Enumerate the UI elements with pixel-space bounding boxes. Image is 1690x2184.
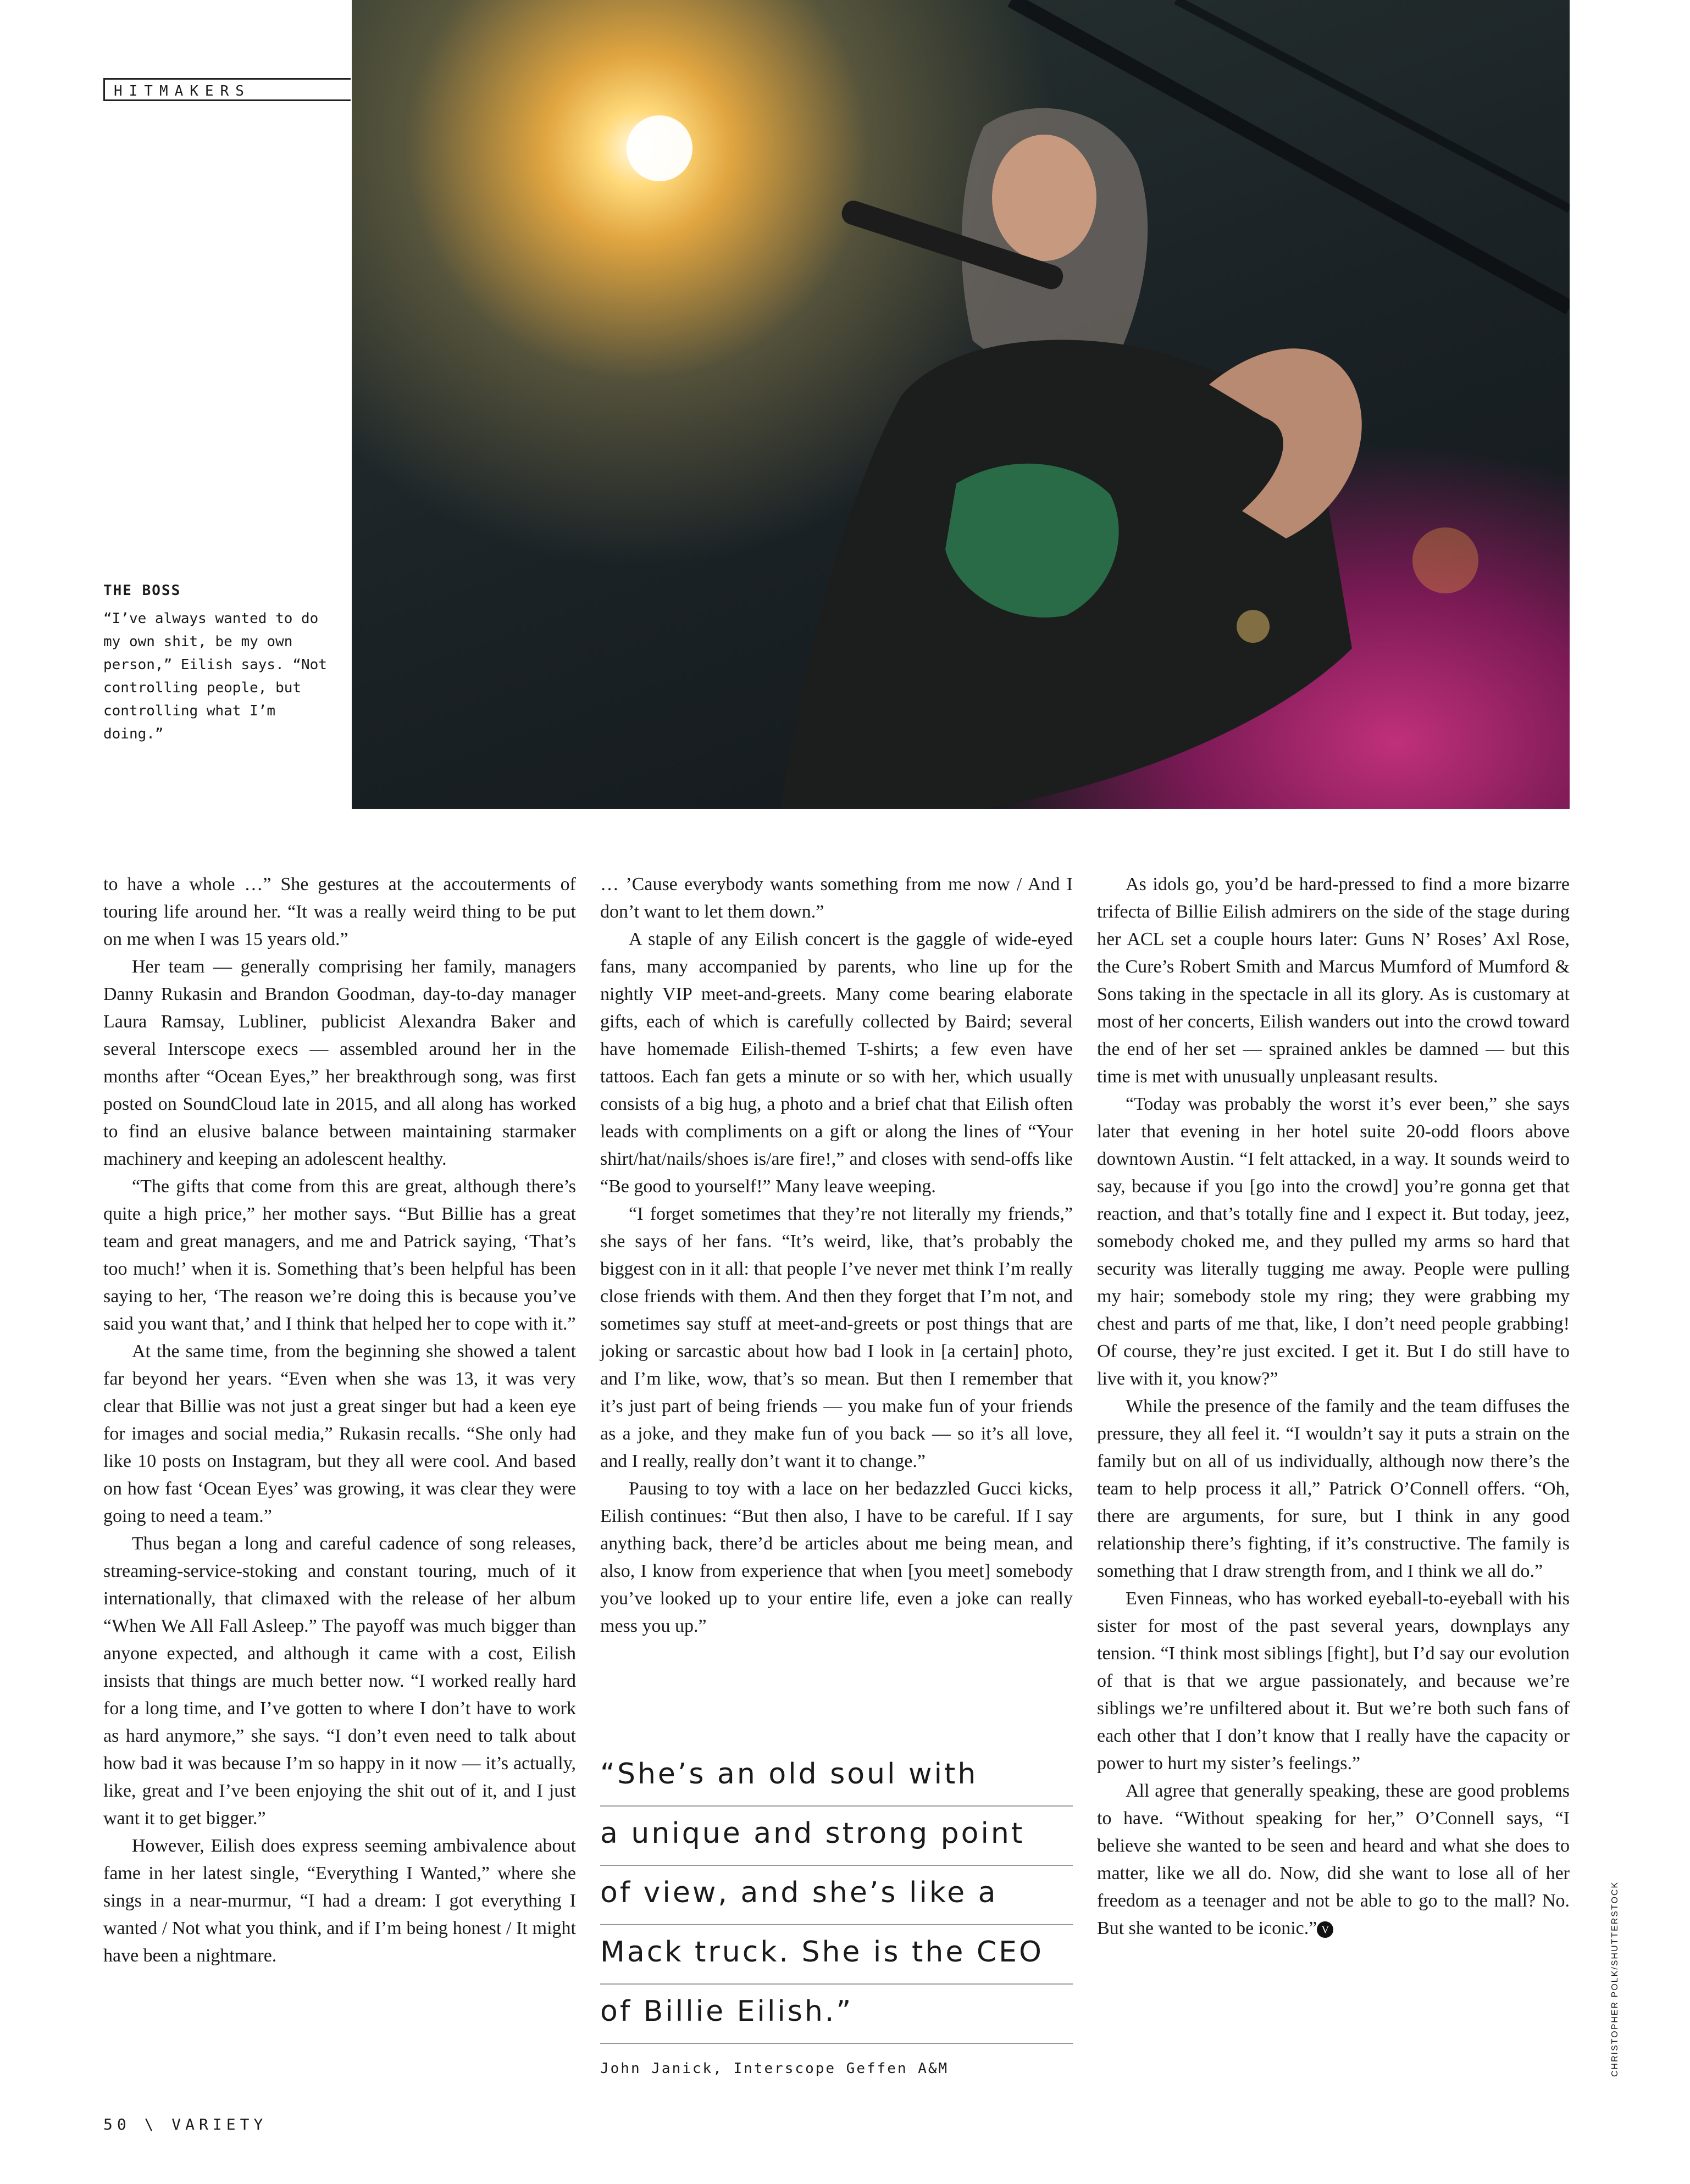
photo-credit: CHRISTOPHER POLK/SHUTTERSTOCK xyxy=(1610,1881,1620,2077)
end-mark-icon: V xyxy=(1317,1921,1333,1938)
paragraph: However, Eilish does express seeming ambivalence about fame in her latest single, “Everything I Wanted,” where she sings in a near-murmur, “I had a dream: I got everything I wanted / Not what you think, and if I’m being honest / It might have been a nightmare. xyxy=(103,1836,576,1966)
folio xyxy=(103,2115,267,2133)
pull-quote-credit: John Janick, Interscope Geffen A&M xyxy=(600,2060,949,2077)
performer-illustration xyxy=(352,0,1570,809)
article-column-1 xyxy=(103,871,576,1970)
pull-quote-line: of Billie Eilish.” xyxy=(600,1985,1073,2044)
pull-quote-line: of view, and she’s like a xyxy=(600,1866,1073,1925)
publication-name: VARIETY xyxy=(171,2115,268,2133)
caption-text: “I’ve always wanted to do my own shit, be my own person,” Eilish says. “Not controlling people, but controlling what I’m doing.” xyxy=(103,610,327,742)
pull-quote-line: a unique and strong point xyxy=(600,1807,1073,1866)
paragraph: Thus began a long and careful cadence of song releases, streaming-service-stoking and constant touring, much of it internationally, that climaxed with the release of her album “When We All Fall Asleep.” The payoff was much bigger than anyone expected, and although it came with a cost, Eilish insists that things are much better now. “I worked really hard for a long time, and I’ve gotten to where I don’t have to work as hard anymore,” she says. “I don’t even need to talk about how bad it was because I’m so happy in it now — it’s actually, like, great and I’ve been enjoying the shit out of it, and I just want it to get bigger.” xyxy=(103,1533,576,1829)
paragraph: to have a whole …” She gestures at the accouterments of touring life around her. “It was a really weird thing to be put on me when I was 15 years old.” xyxy=(103,874,576,949)
paragraph: A staple of any Eilish concert is the gaggle of wide-eyed fans, many accompanied by parents, who line up for the nightly VIP meet-and-greets. Many come bearing elaborate gifts, each of which is carefully collected by Baird; several have homemade Eilish-themed T-shirts; a few even have tattoos. Each fan gets a minute or so with her, which usually consists of a big hug, a photo and a brief chat that Eilish often leads with compliments on a gift or along the lines of “Your shirt/hat/nails/shoes is/are fire!,” and closes with send-offs like “Be good to yourself!” Many leave weeping. xyxy=(600,929,1073,1197)
paragraph: “The gifts that come from this are great, although there’s quite a high price,” her mother says. “But Billie has a great team and great managers, and me and Patrick saying, ‘That’s too much!’ when it is. Something that’s been helpful has been saying to her, ‘The reason we’re doing this is because you’ve said you want that,’ and I think that helped her to cope with it.” xyxy=(103,1176,576,1334)
folio-separator: \ xyxy=(144,2115,158,2133)
page-number: 50 xyxy=(103,2115,131,2133)
pull-quote xyxy=(600,1747,1073,2044)
pull-quote-line: “She’s an old soul with xyxy=(600,1747,1073,1807)
pull-quote-line: Mack truck. She is the CEO xyxy=(600,1925,1073,1985)
paragraph: … ’Cause everybody wants something from me now / And I don’t want to let them down.” xyxy=(600,874,1073,922)
paragraph: At the same time, from the beginning she showed a talent far beyond her years. “Even when she was 13, it was very clear that Billie was not just a great singer but had a keen eye for images and social media,” Rukasin recalls. “She only had like 10 posts on Instagram, but they all were cool. And based on how fast ‘Ocean Eyes’ was growing, it was clear they were going to need a team.” xyxy=(103,1341,576,1526)
article-column-3 xyxy=(1097,871,1570,1942)
paragraph: Her team — generally comprising her family, managers Danny Rukasin and Brandon Goodman, day-to-day manager Laura Ramsay, Lubliner, publicist Alexandra Baker and several Interscope execs — assembled around her in the months after “Ocean Eyes,” her breakthrough song, was first posted on SoundCloud late in 2015, and all along has worked to find an elusive balance between maintaining starmaker machinery and keeping an adolescent healthy. xyxy=(103,957,576,1169)
paragraph: As idols go, you’d be hard-pressed to find a more bizarre trifecta of Billie Eilish admirers on the side of the stage during her ACL set a couple hours later: Guns N’ Roses’ Axl Rose, the Cure’s Robert Smith and Marcus Mumford of Mumford & Sons taking in the spectacle in all its glory. As is customary at most of her concerts, Eilish wanders out into the crowd toward the end of her set — sprained ankles be damned — but this time is met with unusually unpleasant results. xyxy=(1097,874,1570,1087)
section-label: HITMAKERS xyxy=(103,78,351,101)
paragraph: While the presence of the family and the team diffuses the pressure, they all feel it. “I wouldn’t say it puts a strain on the family but on all of us individually, although now there’s the team to help process it all,” Patrick O’Connell offers. “Oh, there are arguments, for sure, but I think in any good relationship there’s fighting, if it’s constructive. The family is something that I draw strength from, and I think we all do.” xyxy=(1097,1396,1570,1581)
paragraph: All agree that generally speaking, these are good problems to have. “Without speaking for her,” O’Connell says, “I believe she wanted to be seen and heard and what she does to matter, like we all do. Now, did she want to lose all of her freedom as a teenager and not be able to go to the mall? No. But she wanted to be iconic.” xyxy=(1097,1781,1570,1938)
article-column-2 xyxy=(600,871,1073,1640)
paragraph: Pausing to toy with a lace on her bedazzled Gucci kicks, Eilish continues: “But then also, I have to be careful. If I say anything back, there’d be articles about me being mean, and also, I know from experience that when [you meet] somebody you’ve looked up to your entire life, even a joke can really mess you up.” xyxy=(600,1479,1073,1636)
concert-photo xyxy=(352,0,1570,809)
last-paragraph xyxy=(1097,1777,1570,1942)
paragraph: “I forget sometimes that they’re not literally my friends,” she says of her fans. “It’s weird, like, that’s probably the biggest con in it all: that people I’ve never met think I’m really close friends with them. And then they forget that I’m not, and sometimes say stuff at meet-and-greets or post things that are joking or sarcastic about how bad I look in [a certain] photo, and I’m like, wow, that’s so mean. But then I remember that it’s just part of being friends — you make fun of your friends as a joke, and they make fun of you back — so it’s all love, and I really, really don’t want it to change.” xyxy=(600,1204,1073,1471)
paragraph: “Today was probably the worst it’s ever been,” she says later that evening in her hotel suite 20-odd floors above downtown Austin. “I felt attacked, in a way. It sounds weird to say, because if you [go into the crowd] you’re gonna get that reaction, and that’s totally fine and I expect it. But today, jeez, somebody choked me, and they pulled my arms so hard that security was literally tugging me away. People were pulling my hair; somebody stole my ring; they were grabbing my chest and parts of me that, like, I don’t need people grabbing! Of course, they’re just excited. I get it. But I do still have to live with it, you know?” xyxy=(1097,1094,1570,1389)
caption-title: THE BOSS xyxy=(103,582,181,599)
paragraph: Even Finneas, who has worked eyeball-to-eyeball with his sister for most of the past several years, downplays any tension. “I think most siblings [fight], but I’d say our evolution of that is that we argue passionately, and because we’re siblings we’re unfiltered about it. But we’re both such fans of each other that I don’t know that I really have the capacity or power to hurt my sister’s feelings.” xyxy=(1097,1588,1570,1774)
